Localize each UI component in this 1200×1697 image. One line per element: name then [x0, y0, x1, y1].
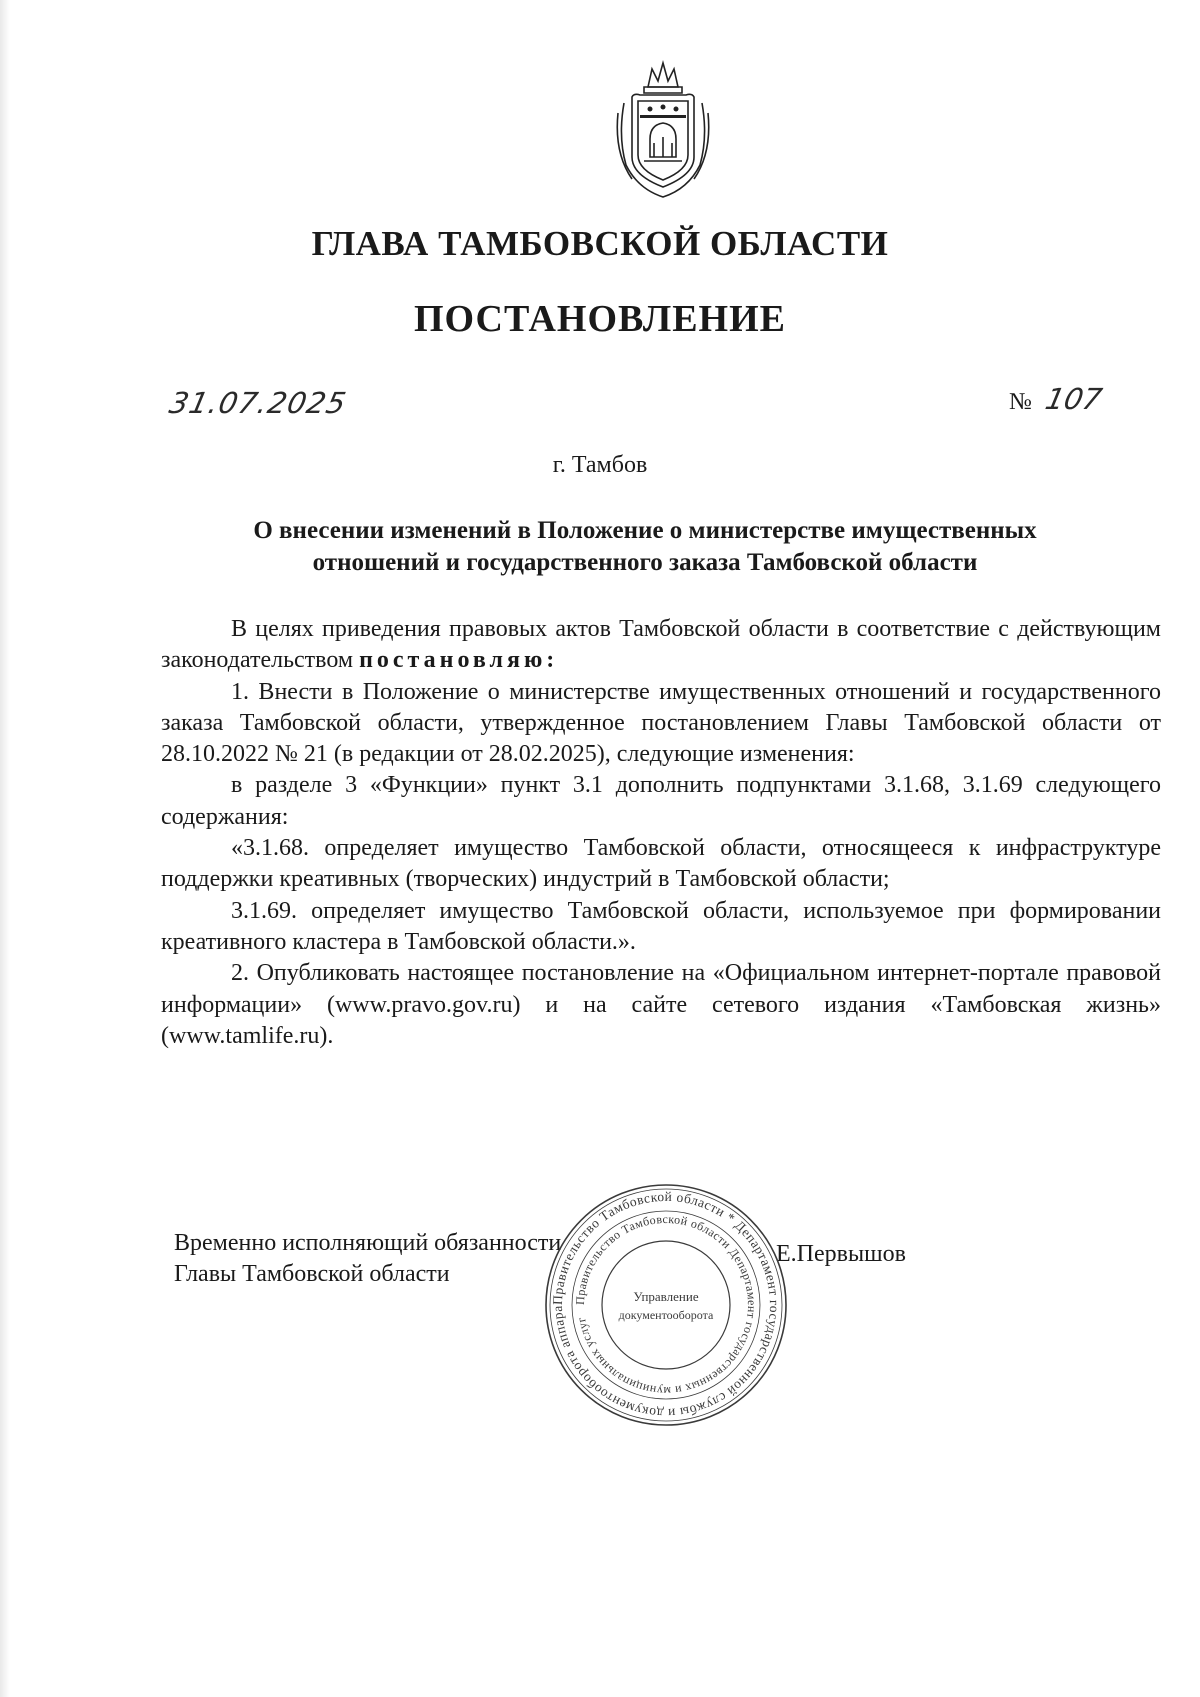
body-paragraph: 2. Опубликовать настоящее постановление на «Официальном интернет-портале правовой информации» (www.pravo.gov.ru) и на сайте сетевого издания «Тамбовская жизнь» (www.tamlife.ru).	[161, 960, 1161, 1049]
handwritten-number: 107	[1042, 382, 1105, 416]
subject-line: О внесении изменений в Положение о министерстве имущественных	[253, 517, 1037, 544]
document-subject	[130, 515, 1160, 579]
issuing-authority: ГЛАВА ТАМБОВСКОЙ ОБЛАСТИ	[311, 224, 889, 263]
stamp-center-line2: документооборота	[618, 1308, 714, 1322]
document-type-title: ПОСТАНОВЛЕНИЕ	[413, 298, 787, 340]
document-number	[1009, 382, 1105, 416]
preamble-paragraph	[161, 614, 1161, 677]
subject-line: отношений и государственного заказа Тамбовской области	[312, 549, 978, 576]
body-paragraph: в разделе 3 «Функции» пункт 3.1 дополнить подпунктами 3.1.68, 3.1.69 следующего содержания:	[161, 772, 1161, 830]
document-body	[161, 614, 1161, 1052]
signatory-name: Е.Первышов	[776, 1241, 906, 1267]
position-line: Временно исполняющий обязанности	[174, 1230, 562, 1256]
preamble-text: В целях приведения правовых актов Тамбовской области в соответствие с действующим законодательством	[161, 616, 1161, 674]
city-line: г. Тамбов	[552, 452, 648, 478]
signatory-position	[174, 1228, 561, 1290]
official-round-stamp	[543, 1180, 789, 1430]
svg-text:Правительство Тамбовской облас	[573, 1212, 759, 1398]
stamp-center-line1: Управление	[633, 1289, 699, 1304]
handwritten-date: 31.07.2025	[166, 386, 350, 420]
number-sign: №	[1009, 389, 1032, 415]
body-paragraph: 1. Внести в Положение о министерстве имущественных отношений и государственного заказа Тамбовской области, утвержденное постановлением Главы Тамбовской области от 28.10.2022 № 21 (в редакции от 28.02.2025), следующие изменения:	[161, 678, 1161, 768]
stamp-outer-text: Правительство Тамбовской области * Департамент государственной службы и документооборота аппара	[549, 1188, 783, 1422]
position-line: Главы Тамбовской области	[174, 1261, 450, 1287]
coat-of-arms-emblem	[610, 57, 716, 203]
decree-word: постановляю:	[359, 647, 559, 674]
stamp-inner-text: Правительство Тамбовской области Департамент государственных и муниципальных услуг	[572, 1211, 760, 1399]
body-paragraph: 3.1.69. определяет имущество Тамбовской области, используемое при формировании креативного кластера в Тамбовской области.».	[161, 897, 1161, 955]
body-paragraph: «3.1.68. определяет имущество Тамбовской области, относящееся к инфраструктуре поддержки креативных (творческих) индустрий в Тамбовской области;	[161, 835, 1161, 893]
